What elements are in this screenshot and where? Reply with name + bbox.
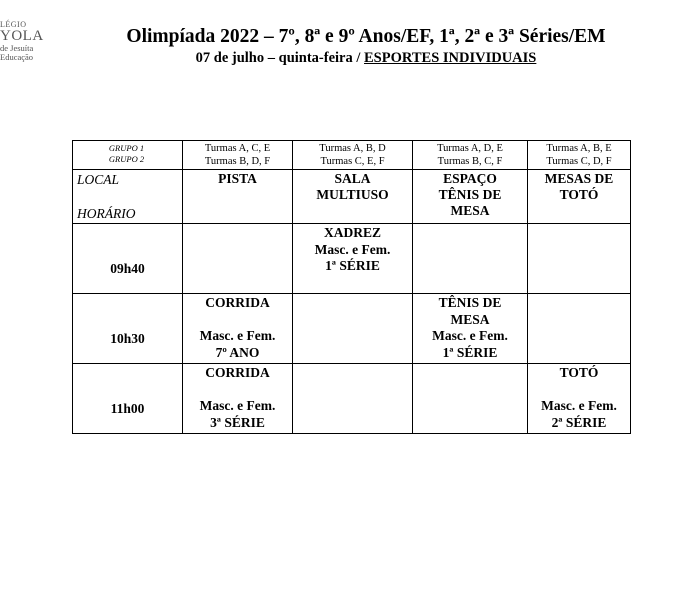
- event-line: [183, 382, 292, 399]
- event-line: Masc. e Fem.: [199, 398, 276, 413]
- time-cell: [73, 224, 183, 294]
- event-line: 1ª SÉRIE: [325, 258, 380, 273]
- turma-cell: [413, 141, 528, 170]
- time-cell: [73, 364, 183, 434]
- grupo2-label: GRUPO 2: [108, 153, 145, 164]
- time-slot-row: [73, 224, 631, 294]
- logo-line-1: LÉGIO: [0, 20, 27, 29]
- location-cell: [293, 170, 413, 224]
- grupo1-label: GRUPO 1: [108, 143, 145, 153]
- group-labels-cell: [73, 141, 183, 170]
- event-line: Masc. e Fem.: [199, 328, 276, 343]
- local-label: LOCAL: [77, 172, 120, 187]
- event-line: 3ª SÉRIE: [210, 414, 265, 430]
- logo-line-2: YOLA: [0, 28, 44, 44]
- event-line: [183, 312, 292, 329]
- school-logo: [0, 20, 48, 62]
- event-line: TÊNIS DE: [438, 295, 502, 310]
- location-name-line: PISTA: [218, 171, 257, 186]
- location-name-line: SALA: [334, 171, 371, 186]
- time-slot-row: [73, 364, 631, 434]
- event-line: CORRIDA: [205, 295, 270, 310]
- location-row: [73, 170, 631, 224]
- event-line: Masc. e Fem.: [432, 328, 508, 343]
- event-cell: [293, 294, 413, 364]
- turma-grupo1: Turmas A, D, E: [437, 143, 503, 154]
- location-name-line: MESAS DE: [544, 171, 614, 186]
- location-name-line: ESPAÇO: [443, 171, 497, 186]
- event-cell: [528, 364, 631, 434]
- event-cell: [413, 364, 528, 434]
- time-label: 11h00: [110, 401, 145, 416]
- turma-grupo2: Turmas B, D, F: [204, 156, 271, 167]
- turma-grupo1: Turmas A, B, E: [546, 143, 612, 154]
- event-line: TOTÓ: [559, 365, 599, 380]
- local-horario-cell: [73, 170, 183, 224]
- event-cell: [183, 294, 293, 364]
- turma-grupo2: Turmas C, D, F: [546, 156, 612, 167]
- location-cell: [413, 170, 528, 224]
- turma-cell: [183, 141, 293, 170]
- event-cell: [528, 224, 631, 294]
- time-label: 10h30: [110, 331, 145, 346]
- event-cell: [413, 294, 528, 364]
- event-line: XADREZ: [323, 225, 381, 240]
- time-label: 09h40: [110, 261, 145, 276]
- page-subtitle: [96, 50, 636, 67]
- location-cell: [528, 170, 631, 224]
- date-text: 07 de julho – quinta-feira /: [195, 50, 365, 66]
- event-cell: [528, 294, 631, 364]
- turma-grupo1: Turmas A, B, D: [319, 143, 386, 154]
- location-name-line: TOTÓ: [559, 187, 599, 202]
- event-cell: [413, 224, 528, 294]
- event-line: [528, 382, 630, 399]
- event-cell: [293, 224, 413, 294]
- time-cell: [73, 294, 183, 364]
- turma-cell: [528, 141, 631, 170]
- event-cell: [293, 364, 413, 434]
- event-line: 2ª SÉRIE: [551, 414, 607, 430]
- turma-grupo2: Turmas B, C, F: [437, 156, 503, 167]
- time-slot-row: [73, 294, 631, 364]
- event-line: 7º ANO: [215, 344, 260, 360]
- turma-grupo2: Turmas C, E, F: [320, 156, 385, 167]
- event-cell: [183, 364, 293, 434]
- event-line: Masc. e Fem.: [541, 398, 617, 413]
- event-line: CORRIDA: [205, 365, 270, 380]
- horario-label: HORÁRIO: [77, 206, 136, 221]
- event-cell: [183, 224, 293, 294]
- logo-line-4: Educação: [0, 52, 34, 62]
- group-header-row: [73, 141, 631, 170]
- turma-grupo1: Turmas A, C, E: [204, 143, 271, 154]
- logo-line-3: de Jesuíta: [0, 43, 34, 53]
- location-name-line: TÊNIS DE: [438, 187, 502, 202]
- schedule-table: [72, 140, 631, 434]
- turma-cell: [293, 141, 413, 170]
- location-name-line: MULTIUSO: [316, 187, 389, 202]
- section-title: ESPORTES INDIVIDUAIS: [364, 50, 537, 66]
- event-line: MESA: [450, 311, 490, 327]
- event-line: Masc. e Fem.: [314, 241, 391, 257]
- location-name-line: MESA: [450, 203, 490, 218]
- location-cell: [183, 170, 293, 224]
- event-line: 1ª SÉRIE: [442, 344, 498, 360]
- page-title: Olimpíada 2022 – 7º, 8ª e 9º Anos/EF, 1ª, 2ª e 3ª Séries/EM: [126, 26, 606, 47]
